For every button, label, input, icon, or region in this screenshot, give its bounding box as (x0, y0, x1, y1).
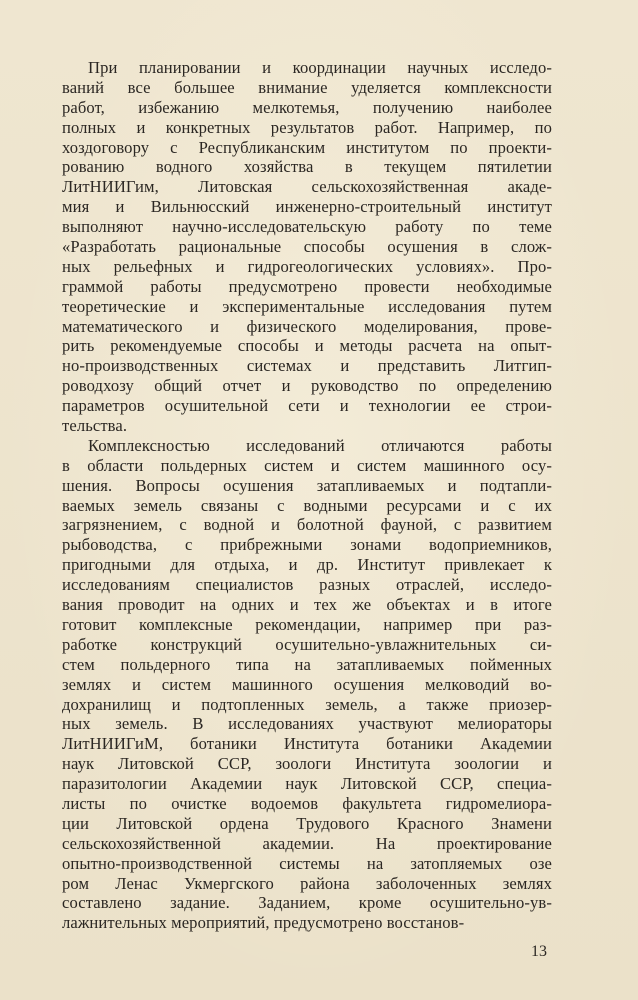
text-line: выполняют научно-исследовательскую работу по теме (62, 217, 552, 237)
text-line: ваемых земель связаны с водными ресурсами и с их (62, 495, 552, 515)
text-line: дохранилищ и подтопленных земель, а также приозер- (62, 694, 552, 714)
text-line: сельскохозяйственной академии. На проектирование (62, 833, 552, 853)
text-line: готовит комплексные рекомендации, например при раз- (62, 614, 552, 634)
text-line: ваний все большее внимание уделяется комплексности (62, 77, 552, 97)
text-line: паразитологии Академии наук Литовской ССР, специа- (62, 774, 552, 794)
text-line: ЛитНИИГиМ, ботаники Института ботаники Академии (62, 734, 552, 754)
text-line: пригодными для отдыха, и др. Институт привлекает к (62, 555, 552, 575)
text-line: землях и систем машинного осушения мелководий во- (62, 674, 552, 694)
text-line: рыбоводства, с прибрежными зонами водоприемников, (62, 535, 552, 555)
text-line: но-производственных системах и представить Литгип- (62, 356, 552, 376)
text-line: мия и Вильнюсский инженерно-строительный институт (62, 197, 552, 217)
paragraph (62, 58, 552, 436)
text-line: «Разработать рациональные способы осушения в слож- (62, 237, 552, 257)
text-line: рить рекомендуемые способы и методы расчета на опыт- (62, 336, 552, 356)
text-line: Комплексностью исследований отличаются работы (88, 435, 552, 455)
text-line: опытно-производственной системы на затопляемых озе (62, 853, 552, 873)
text-line: рованию водного хозяйства в текущем пятилетии (62, 157, 552, 177)
text-line: хоздоговору с Республиканским институтом по проекти- (62, 137, 552, 157)
text-line: листы по очистке водоемов факультета гидромелиора- (62, 793, 552, 813)
text-line: стем польдерного типа на затапливаемых пойменных (62, 654, 552, 674)
text-line: параметров осушительной сети и технологии ее строи- (62, 396, 552, 416)
text-line: загрязнением, с водной и болотной фауной, с развитием (62, 515, 552, 535)
text-line: лажнительных мероприятий, предусмотрено восстанов- (62, 913, 465, 933)
text-line: составлено задание. Заданием, кроме осушительно-ув- (62, 893, 552, 913)
text-line: математического и физического моделирования, прове- (62, 316, 552, 336)
text-line: ЛитНИИГим, Литовская сельскохозяйственная акаде- (62, 177, 552, 197)
text-line: граммой работы предусмотрено провести необходимые (62, 276, 552, 296)
text-line: исследованиям специалистов разных отраслей, исследо- (62, 575, 552, 595)
body-text (62, 58, 552, 933)
text-line: ром Ленас Укмергского района заболоченных землях (62, 873, 552, 893)
text-line: работ, избежанию мелкотемья, получению наиболее (62, 97, 552, 117)
text-line: ных рельефных и гидрогеологических условиях». Про- (62, 256, 552, 276)
text-line: в области польдерных систем и систем машинного осу- (62, 455, 552, 475)
text-line: ции Литовской ордена Трудового Красного Знамени (62, 813, 552, 833)
text-line: При планировании и координации научных исследо- (88, 58, 552, 77)
text-line: тельства. (62, 416, 128, 436)
text-line: наук Литовской ССР, зоологи Института зоологии и (62, 754, 552, 774)
text-line: ных земель. В исследованиях участвуют мелиораторы (62, 714, 552, 734)
text-line: роводхозу общий отчет и руководство по определению (62, 376, 552, 396)
paragraph (62, 436, 552, 933)
text-line: теоретические и экспериментальные исследования путем (62, 296, 552, 316)
text-line: работке конструкций осушительно-увлажнительных си- (62, 634, 552, 654)
text-line: шения. Вопросы осушения затапливаемых и подтапли- (62, 475, 552, 495)
page-number: 13 (531, 943, 547, 960)
text-line: полных и конкретных результатов работ. Например, по (62, 117, 552, 137)
text-line: вания проводит на одних и тех же объектах и в итоге (62, 595, 552, 615)
